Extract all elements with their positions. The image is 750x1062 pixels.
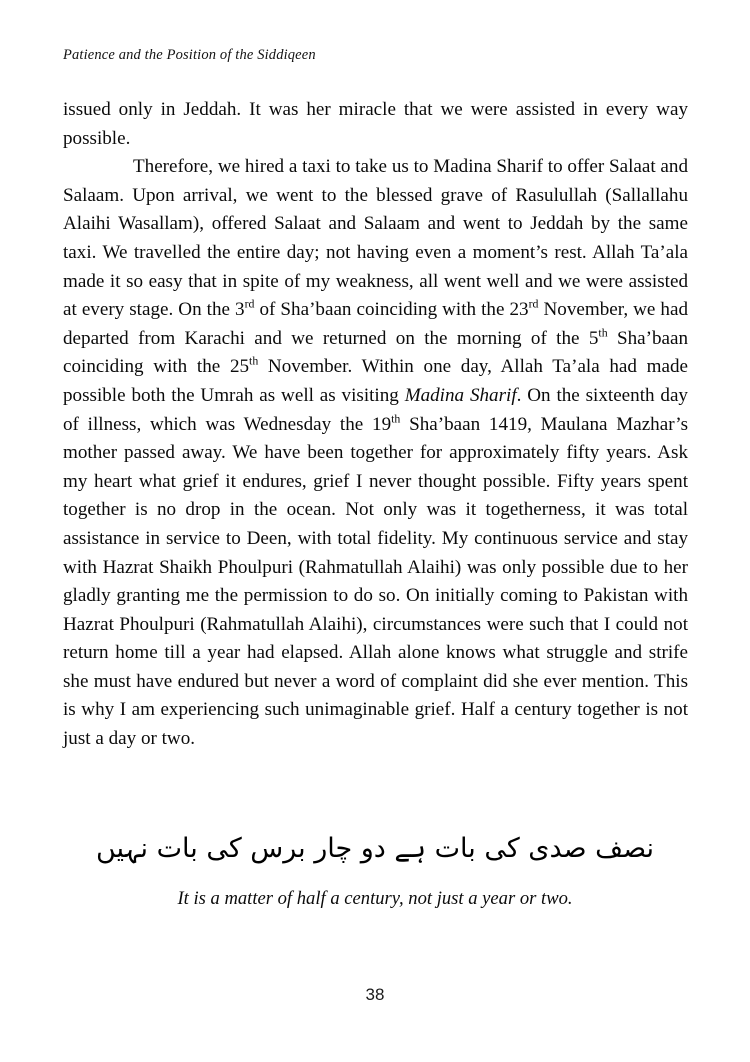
text-run: 19: [372, 413, 392, 435]
ordinal-suffix: th: [249, 353, 259, 368]
text-run: Sha’baan 1419, Maulana Mazhar’s mother passed away. We have been together for approximately fifty years. Ask my heart what grief it endures, grief I never thought possible. Fifty years spent together is no drop in the ocean. Not only was it togetherness, it was total assistance in service to Deen, with total fidelity. My continuous service and stay with Hazrat Shaikh Phoulpuri (Rahmatullah Alaihi) was only possible due to her gladly granting me the permission to do so. On initially coming to Pakistan with Hazrat Phoulpuri (Rahmatullah Alaihi), circumstances were such that I could not return home till a year had elapsed. Allah alone knows what struggle and strife she must have endured but never a word of complaint did she ever mention. This is why I am experiencing such unimaginable grief. Half a century together is not just a day or two.: [63, 413, 688, 750]
text-run: Sha’baan coinciding with the: [63, 327, 688, 378]
paragraph-continued: [63, 96, 688, 153]
italic-term: Madina Sharif: [404, 384, 517, 406]
text-run: November, we had departed from Karachi and we returned on the morning of the: [63, 299, 688, 349]
body-text-block: [63, 96, 688, 754]
urdu-couplet: نصف صدی کی بات ہے دو چار برس کی بات نہیں: [95, 833, 655, 864]
paragraph-madina-journey: [63, 153, 688, 753]
text-run: Therefore, we hired a taxi to take us to Madina Sharif to offer Salaat and Salaam. Upon arrival, we went to the blessed grave of Rasulullah (Sallallahu Alaihi Wasallam), offered Salaat and Salaam and went to Jeddah by the same taxi. We travelled the entire day; not having even a moment’s rest. Allah Ta’ala made it so easy that in spite of my weakness, all went well and we were assisted at every stage. On the: [63, 156, 688, 321]
couplet-translation: It is a matter of half a century, not just a year or two.: [177, 888, 573, 909]
text-run: 23: [509, 299, 529, 321]
text-run: November. Within one day, Allah Ta’ala had made possible both the Umrah as well as visiting: [63, 356, 688, 406]
text-run: 25: [229, 356, 250, 378]
ordinal-suffix: rd: [528, 296, 539, 311]
text-run: of Sha’baan coinciding with the: [254, 299, 510, 321]
text-run: 5: [588, 327, 599, 349]
ordinal-suffix: th: [391, 411, 401, 426]
ordinal-suffix: th: [598, 325, 608, 340]
running-header: Patience and the Position of the Siddiqeen: [63, 47, 316, 63]
text-run: issued only in Jeddah. It was her miracle that we were assisted in every way possible.: [63, 99, 688, 149]
text-run: . On the sixteenth day of illness, which was Wednesday the: [63, 384, 688, 435]
ordinal-suffix: rd: [244, 296, 255, 311]
page-number: 38: [365, 985, 385, 1004]
text-run: 3: [235, 299, 245, 321]
